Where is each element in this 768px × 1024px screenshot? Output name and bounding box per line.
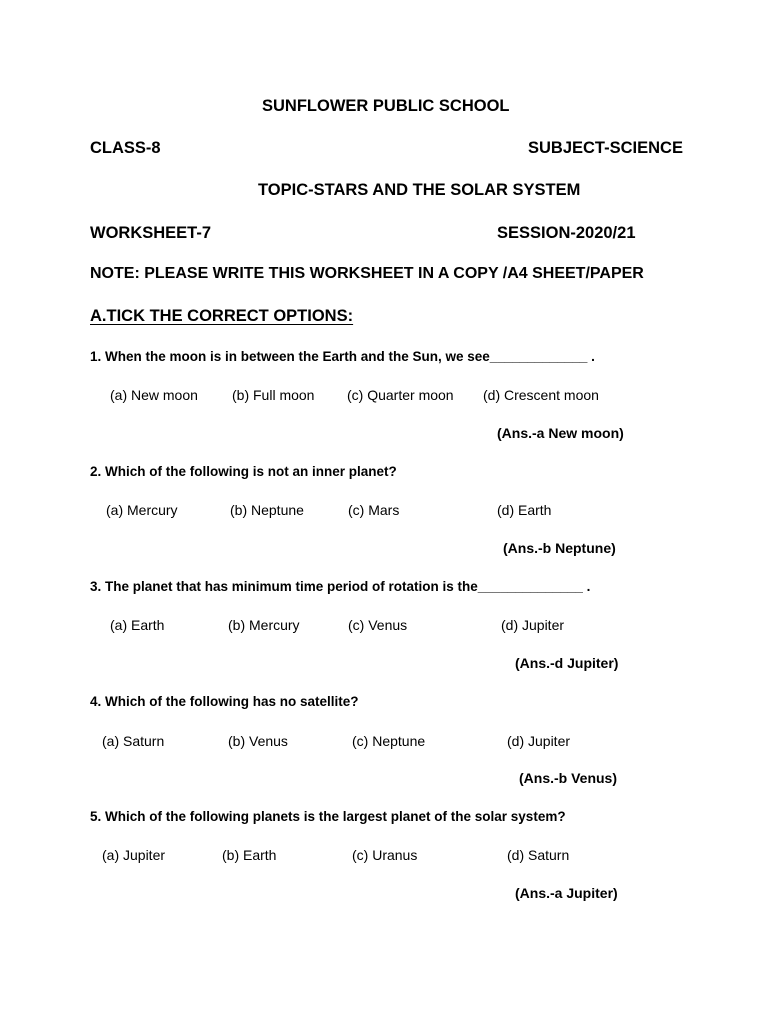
question-2-text: 2. Which of the following is not an inner planet? (90, 464, 397, 479)
question-4-option-d[interactable]: (d) Jupiter (507, 733, 571, 749)
question-5-option-a[interactable]: (a) Jupiter (102, 847, 166, 863)
subject-label: SUBJECT-SCIENCE (528, 139, 683, 157)
note-text: NOTE: PLEASE WRITE THIS WORKSHEET IN A COPY /A4 SHEET/PAPER (90, 265, 644, 282)
question-4-option-b[interactable]: (b) Venus (228, 733, 288, 749)
question-1-answer: (Ans.-a New moon) (497, 425, 624, 441)
question-3-text: 3. The planet that has minimum time period of rotation is the______________ . (90, 579, 591, 594)
question-2-option-a[interactable]: (a) Mercury (106, 502, 178, 518)
question-4-option-c[interactable]: (c) Neptune (352, 733, 426, 749)
question-1-option-d[interactable]: (d) Crescent moon (483, 387, 599, 403)
question-3-answer: (Ans.-d Jupiter) (515, 655, 619, 671)
session-label: SESSION-2020/21 (497, 224, 636, 242)
question-5-option-b[interactable]: (b) Earth (222, 847, 277, 863)
question-3-option-a[interactable]: (a) Earth (110, 617, 165, 633)
question-1-option-a[interactable]: (a) New moon (110, 387, 198, 403)
question-4-answer: (Ans.-b Venus) (519, 770, 618, 786)
question-2-option-b[interactable]: (b) Neptune (230, 502, 304, 518)
question-5-option-c[interactable]: (c) Uranus (352, 847, 418, 863)
question-3-option-b[interactable]: (b) Mercury (228, 617, 300, 633)
question-3-option-c[interactable]: (c) Venus (348, 617, 408, 633)
question-1-text: 1. When the moon is in between the Earth and the Sun, we see_____________ . (90, 349, 595, 364)
question-5-answer: (Ans.-a Jupiter) (515, 885, 618, 901)
question-2-option-c[interactable]: (c) Mars (348, 502, 400, 518)
worksheet-label: WORKSHEET-7 (90, 224, 212, 242)
class-label: CLASS-8 (90, 139, 161, 157)
question-1-option-b[interactable]: (b) Full moon (232, 387, 315, 403)
question-1-option-c[interactable]: (c) Quarter moon (347, 387, 454, 403)
question-4-option-a[interactable]: (a) Saturn (102, 733, 165, 749)
question-4-text: 4. Which of the following has no satellite? (90, 694, 359, 709)
question-5-option-d[interactable]: (d) Saturn (507, 847, 570, 863)
question-3-option-d[interactable]: (d) Jupiter (501, 617, 565, 633)
topic-label: TOPIC-STARS AND THE SOLAR SYSTEM (258, 181, 581, 199)
section-title: A.TICK THE CORRECT OPTIONS: (90, 307, 354, 325)
question-2-answer: (Ans.-b Neptune) (503, 540, 616, 556)
question-5-text: 5. Which of the following planets is the largest planet of the solar system? (90, 809, 566, 824)
question-2-option-d[interactable]: (d) Earth (497, 502, 552, 518)
school-name: SUNFLOWER PUBLIC SCHOOL (262, 97, 510, 115)
